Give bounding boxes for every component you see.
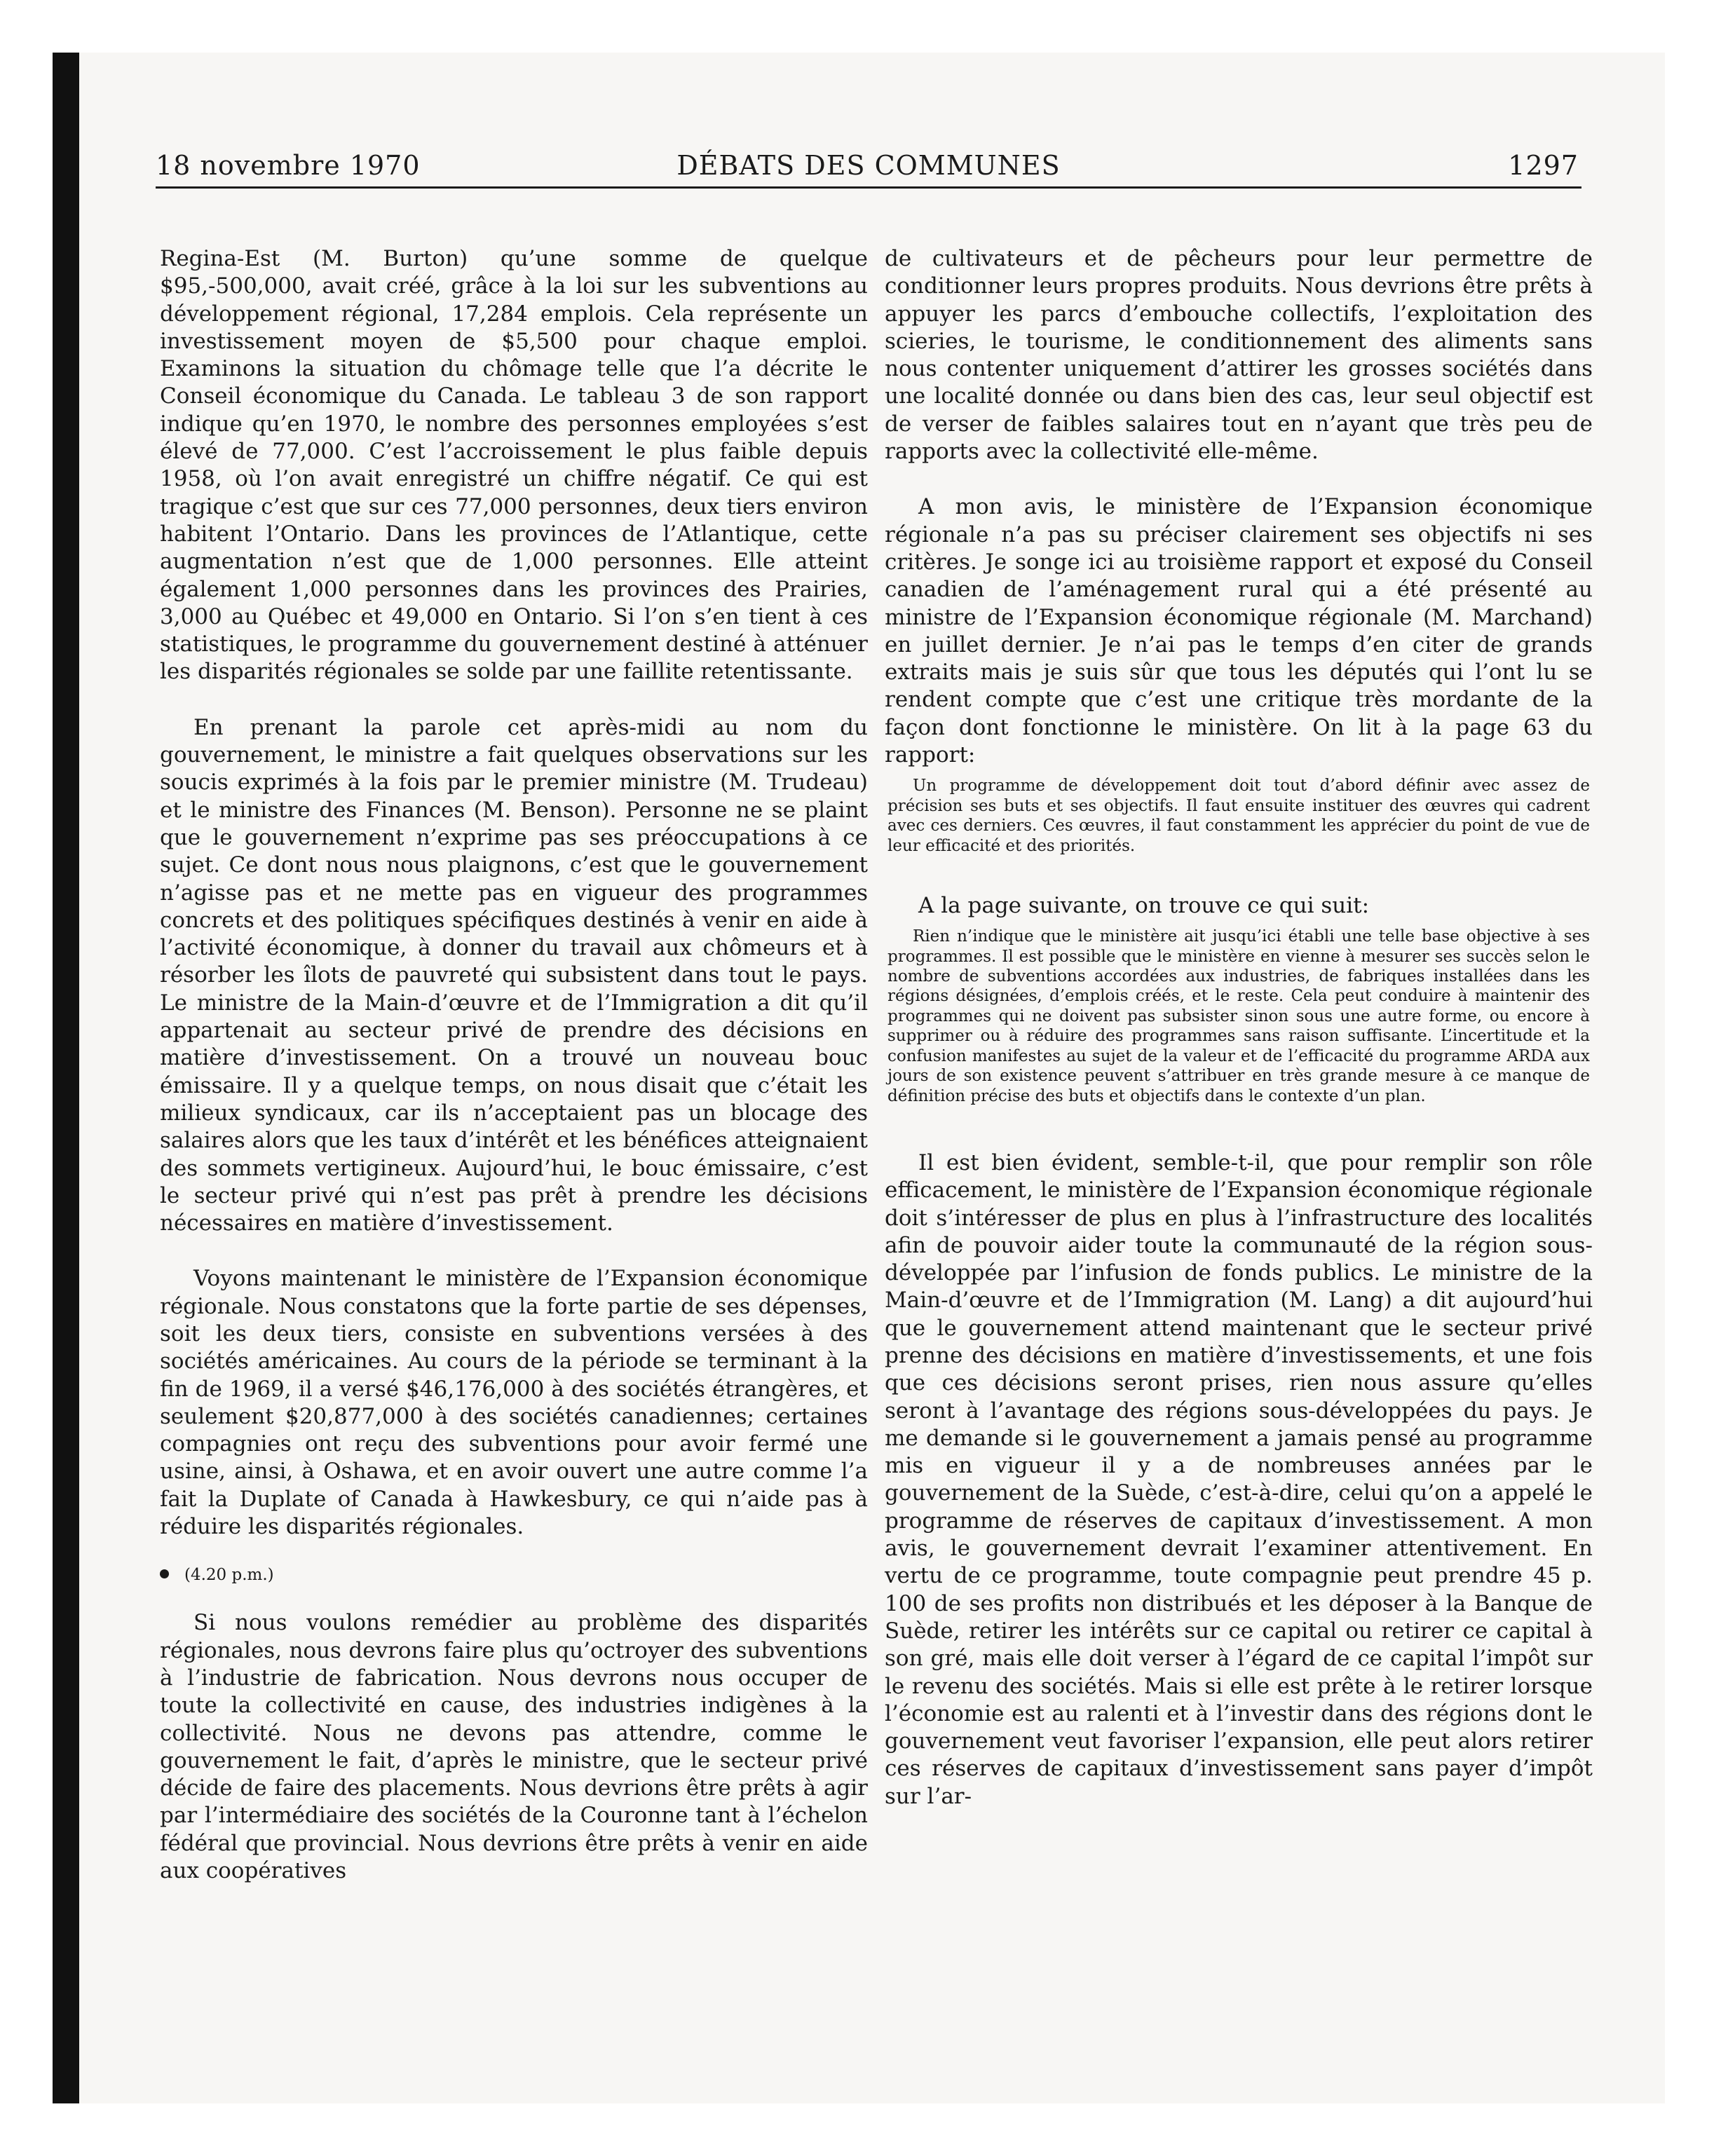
- scan-edge-bar: [53, 53, 79, 2103]
- header-date: 18 novembre 1970: [156, 150, 421, 181]
- header-title: DÉBATS DES COMMUNES: [676, 150, 1061, 181]
- bullet-icon: [160, 1569, 169, 1578]
- paragraph: En prenant la parole cet après-midi au nom du gouvernement, le ministre a fait quelques observations sur les soucis exprimés à la fois par le premier ministre (M. Trudeau) et le ministre des Finances (M. Benson). Personne ne se plaint que le gouvernement n’exprime pas ses préoccupations à ce sujet. Ce dont nous nous plaignons, c’est que le gouvernement n’agisse pas et ne mette pas en vigueur des programmes concrets et des politiques spécifiques destinés à venir en aide à l’activité économique, à donner du travail aux chômeurs et à résorber les îlots de pauvreté qui subsistent dans tout le pays. Le ministre de la Main-d’œuvre et de l’Immigration a dit qu’il appartenait au secteur privé de prendre des décisions en matière d’investissement. On a trouvé un nouveau bouc émissaire. Il y a quelque temps, on nous disait que c’était les milieux syndicaux, car ils n’acceptaient pas un blocage des salaires alors que les taux d’intérêt et les bénéfices atteignaient des sommets vertigineux. Aujourd’hui, le bouc émissaire, c’est le secteur privé qui n’est pas prêt à prendre les décisions nécessaires en matière d’investissement.: [160, 714, 868, 1236]
- right-column: [885, 245, 1593, 1810]
- paragraph: A mon avis, le ministère de l’Expansion économique régionale n’a pas su préciser clairement ses objectifs ni ses critères. Je songe ici au troisième rapport et exposé du Conseil canadien de l’aménagement rural qui a été présenté au ministre de l’Expansion économique régionale (M. Marchand) en juillet dernier. Je n’ai pas le temps d’en citer de grands extraits mais je suis sûr que tous les députés qui l’ont lu se rendent compte que c’est une critique très mordante de la façon dont fonctionne le ministère. On lit à la page 63 du rapport:: [885, 494, 1593, 768]
- left-column: [160, 245, 868, 1885]
- paragraph: Si nous voulons remédier au problème des disparités régionales, nous devrons faire plus qu’octroyer des subventions à l’industrie de fabrication. Nous devrons nous occuper de toute la collectivité en cause, des industries indigènes à la collectivité. Nous ne devons pas attendre, comme le gouvernement le fait, d’après le ministre, que le secteur privé décide de faire des placements. Nous devrions être prêts à agir par l’intermédiaire des sociétés de la Couronne tant à l’échelon fédéral que provincial. Nous devrions être prêts à venir en aide aux coopératives: [160, 1610, 868, 1884]
- block-quote: Un programme de développement doit tout d’abord définir avec assez de précision ses buts et ses objectifs. Il faut ensuite instituer des œuvres qui cadrent avec ces derniers. Ces œuvres, il faut constamment les apprécier du point de vue de leur efficacité et des priorités.: [887, 777, 1590, 855]
- paragraph: Voyons maintenant le ministère de l’Expansion économique régionale. Nous constatons que la forte partie de ses dépenses, soit les deux tiers, consiste en subventions versées à des sociétés américaines. Au cours de la période se terminant à la fin de 1969, il a versé $46,176,000 à des sociétés étrangères, et seulement $20,877,000 à des sociétés canadiennes; certaines compagnies ont reçu des subventions pour avoir fermé une usine, ainsi, à Oshawa, et en avoir ouvert une autre comme l’a fait la Duplate of Canada à Hawkesbury, ce qui n’aide pas à réduire les disparités régionales.: [160, 1266, 868, 1540]
- paragraph: Regina-Est (M. Burton) qu’une somme de quelque $95,-500,000, avait créé, grâce à la loi sur les subventions au développement régional, 17,284 emplois. Cela représente un investissement moyen de $5,500 pour chaque emploi. Examinons la situation du chômage telle que l’a décrite le Conseil économique du Canada. Le tableau 3 de son rapport indique qu’en 1970, le nombre des personnes employées s’est élevé de 77,000. C’est l’accroissement le plus faible depuis 1958, où l’on avait enregistré un chiffre négatif. Ce qui est tragique c’est que sur ces 77,000 personnes, deux tiers environ habitent l’Ontario. Dans les provinces de l’Atlantique, cette augmentation n’est que de 1,000 personnes. Elle atteint également 1,000 personnes dans les provinces des Prairies, 3,000 au Québec et 49,000 en Ontario. Si l’on s’en tient à ces statistiques, le programme du gouvernement destiné à atténuer les disparités régionales se solde par une faillite retentissante.: [160, 246, 868, 685]
- paragraph: Il est bien évident, semble-t-il, que pour remplir son rôle efficacement, le ministère de l’Expansion économique régionale doit s’intéresser de plus en plus à l’infrastructure des localités afin de pouvoir aider toute la communauté de la région sous-développée par l’infusion de fonds publics. Le ministre de la Main-d’œuvre et de l’Immigration (M. Lang) a dit aujourd’hui que le gouvernement attend maintenant que le secteur privé prenne des décisions en matière d’investissements, et une fois que ces décisions seront prises, rien nous assure qu’elles seront à l’avantage des régions sous-développées du pays. Je me demande si le gouvernement a jamais pensé au programme mis en vigueur il y a de nombreuses années par le gouvernement de la Suède, c’est-à-dire, celui qu’on a appelé le programme de réserves de capitaux d’investissement. A mon avis, le gouvernement devrait l’examiner attentivement. En vertu de ce programme, toute compagnie peut prendre 45 p. 100 de ses profits non distribués et les déposer à la Banque de Suède, retirer les intérêts sur ce capital ou retirer ce capital à son gré, mais elle doit verser à l’égard de ce capital l’impôt sur le revenu des sociétés. Mais si elle est prête à le retirer lorsque l’économie est au ralenti et à l’investir dans des régions dont le gouvernement veut favoriser l’expansion, elle peut alors retirer ces réserves de capitaux d’investissement sans payer d’impôt sur l’ar-: [885, 1149, 1593, 1809]
- paragraph: A la page suivante, on trouve ce qui suit:: [918, 892, 1370, 918]
- paragraph: de cultivateurs et de pêcheurs pour leur permettre de conditionner leurs propres produits. Nous devrions être prêts à appuyer les parcs d’embouche collectifs, l’exploitation des scieries, le tourisme, le conditionnement des aliments sans nous contenter uniquement d’attirer les grosses sociétés dans une localité donnée ou dans bien des cas, leur seul objectif est de verser de faibles salaires tout en n’ayant que très peu de rapports avec la collectivité elle-même.: [885, 246, 1593, 465]
- timestamp: (4.20 p.m.): [184, 1566, 274, 1585]
- page-header: [156, 147, 1581, 189]
- timestamp-line: [160, 1564, 868, 1585]
- header-page-number: 1297: [1508, 150, 1579, 181]
- block-quote: Rien n’indique que le ministère ait jusqu’ici établi une telle base objective à ses programmes. Il est possible que le ministère en vienne à mesurer ses succès selon le nombre de subventions accordées aux industries, de fabriques installées dans les régions désignées, d’emplois créés, et le reste. Cela peut conduire à maintenir des programmes qui ne doivent pas subsister sinon sous une autre forme, ou encore à supprimer ou à réduire des programmes sans raison suffisante. L’incertitude et la confusion manifestes au sujet de la valeur et de l’efficacité du programme ARDA aux jours de son existence peuvent s’attribuer en très grande mesure à ce manque de définition précise des buts et objectifs dans le contexte d’un plan.: [887, 927, 1590, 1105]
